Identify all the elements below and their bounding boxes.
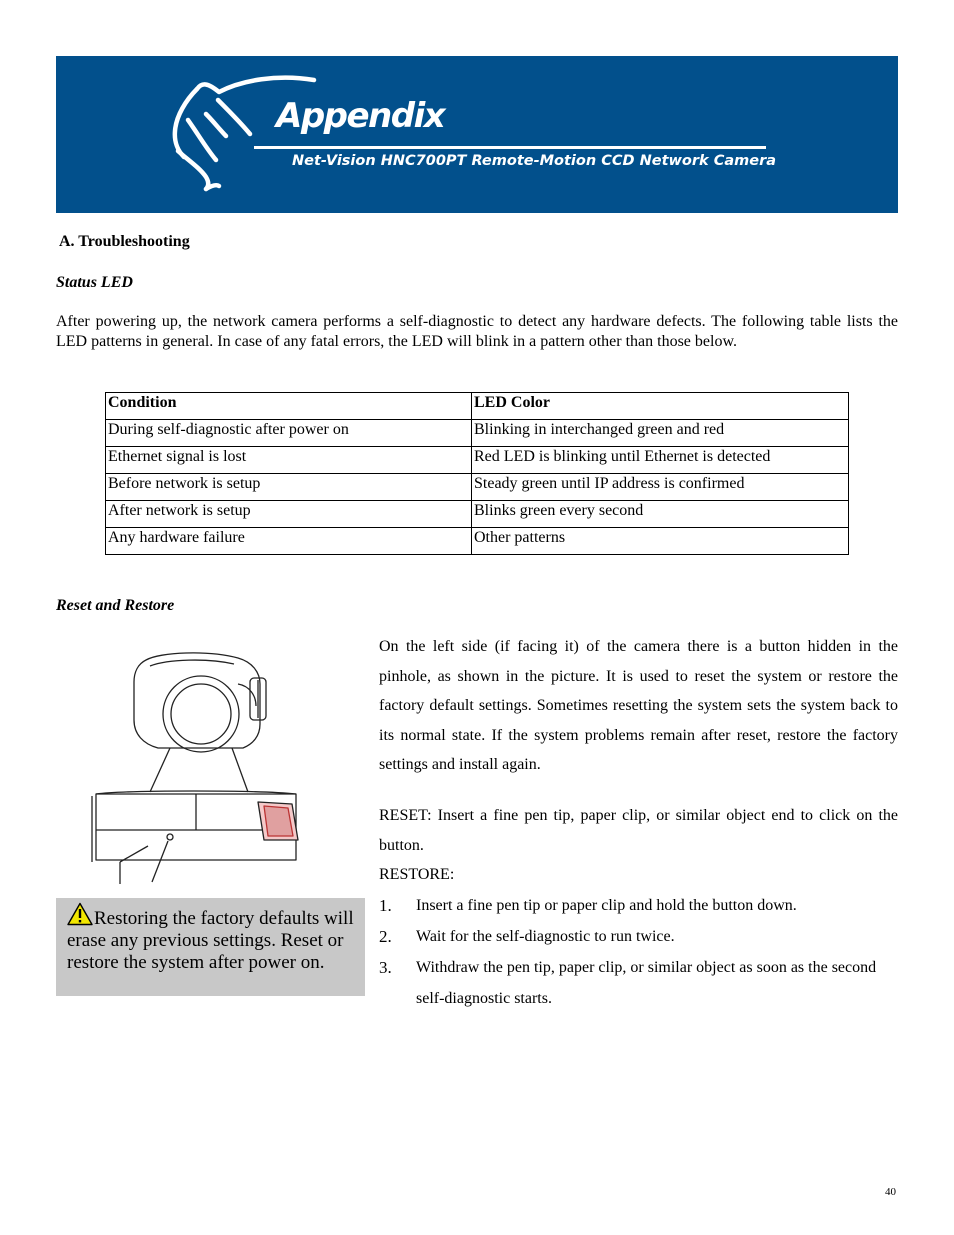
reset-restore-paragraph: On the left side (if facing it) of the camera there is a button hidden in the pinhole, as shown in the picture. It is used to reset the system or restore the factory default settings. Sometimes resetting the system sets the system back to its normal state. If the system problems remain after reset, restore the factory settings and install again. [379,638,898,774]
table-cell-condition: During self-diagnostic after power on [106,420,472,447]
status-led-heading: Status LED [56,274,133,291]
table-cell-led-color: Red LED is blinking until Ethernet is detected [472,447,849,474]
table-row [106,501,849,528]
table-header-row [106,393,849,420]
table-row [106,447,849,474]
warning-text: Restoring the factory defaults will erase any previous settings. Reset or restore the system after power on. [67,908,354,973]
step-number: 2. [379,926,392,946]
eagle-head-icon [56,56,898,213]
page-number: 40 [885,1186,896,1198]
step-number: 1. [379,895,392,915]
table-cell-led-color: Steady green until IP address is confirmed [472,474,849,501]
table-row [106,528,849,555]
list-item [379,952,898,1014]
warning-icon [67,902,93,926]
table-cell-condition: Any hardware failure [106,528,472,555]
led-table [105,392,849,555]
appendix-banner [56,56,898,213]
table-cell-led-color: Other patterns [472,528,849,555]
restore-steps-list [379,890,898,1014]
list-item [379,921,898,952]
table-header-condition: Condition [106,393,472,420]
table-cell-led-color: Blinks green every second [472,501,849,528]
table-row [106,420,849,447]
step-text: Withdraw the pen tip, paper clip, or similar object as soon as the second self-diagnostic starts. [416,958,877,1007]
reset-restore-instructions [379,632,898,1014]
restore-label: RESTORE: [379,866,455,884]
status-led-intro: After powering up, the network camera performs a self-diagnostic to detect any hardware defects. The following table lists the LED patterns in general. In case of any fatal errors, the LED will blink in a pattern other than those below. [56,313,898,350]
list-item [379,890,898,921]
camera-reset-pinhole-icon [88,644,303,889]
table-header-led-color: LED Color [472,393,849,420]
table-cell-led-color: Blinking in interchanged green and red [472,420,849,447]
table-cell-condition: After network is setup [106,501,472,528]
step-text: Wait for the self-diagnostic to run twice. [416,927,675,945]
warning-note [56,898,365,996]
step-number: 3. [379,957,392,977]
table-cell-condition: Before network is setup [106,474,472,501]
section-title: A. Troubleshooting [59,233,190,250]
banner-subtitle: Net-Vision HNC700PT Remote-Motion CCD Network Camera [292,153,777,169]
table-row [106,474,849,501]
banner-title: Appendix [276,96,445,136]
table-cell-condition: Ethernet signal is lost [106,447,472,474]
reset-instructions: RESET: Insert a fine pen tip, paper clip, or similar object end to click on the button. [379,806,898,854]
step-text: Insert a fine pen tip or paper clip and hold the button down. [416,896,797,914]
reset-restore-heading: Reset and Restore [56,597,175,614]
banner-divider [254,146,766,149]
